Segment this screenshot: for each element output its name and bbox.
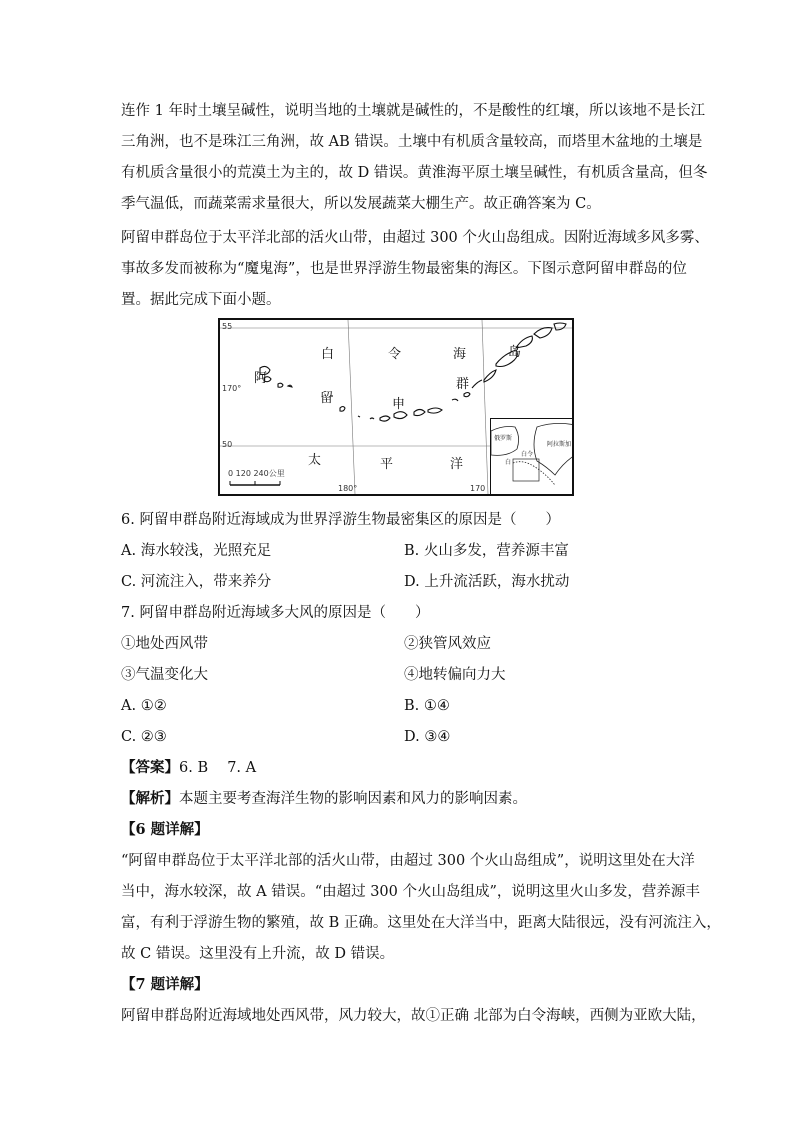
- q7-statement-1: ①地处西风带: [121, 636, 208, 652]
- map-label-qun: 群: [456, 377, 470, 392]
- aleutian-map: [218, 318, 574, 496]
- q7-statement-4: ④地转偏向力大: [404, 667, 506, 683]
- map-label-bai: 白: [321, 347, 335, 362]
- inset-label-bering: 白令: [521, 451, 534, 458]
- map-label-a: 阿: [254, 371, 268, 386]
- q7-statement-3: ③气温变化大: [121, 667, 208, 683]
- lon-label-170w: 170°: [222, 384, 242, 393]
- detail-7-tag: 【7 题详解】: [121, 976, 209, 993]
- map-label-liu: 留: [320, 391, 334, 406]
- question-7-stem: 7. 阿留申群岛附近海域多大风的原因是（ ）: [121, 605, 430, 621]
- analysis-text: 本题主要考查海洋生物的影响因素和风力的影响因素。: [179, 791, 527, 807]
- answer-line: [121, 758, 256, 778]
- text-line: 当中，海水较深，故 A 错误。“由超过 300 个火山岛组成”，说明这里火山多发，营养源丰: [121, 884, 700, 900]
- text-line: 三角洲，也不是珠江三角洲，故 AB 错误。土壤中有机质含量较高，而塔里木盆地的土壤是: [121, 134, 703, 150]
- lat-label-50: 50: [222, 440, 233, 449]
- text-line: “阿留申群岛位于太平洋北部的活火山带，由超过 300 个火山岛组成”，说明这里处在大洋: [121, 853, 695, 869]
- analysis-line: [121, 789, 527, 809]
- inset-label-russia: 俄罗斯: [494, 435, 513, 442]
- q7-option-c: C. ②③: [121, 729, 167, 745]
- text-line: 事故多发而被称为“魔鬼海”，也是世界浮游生物最密集的海区。下图示意阿留申群岛的位: [121, 261, 687, 277]
- map-label-yang: 洋: [450, 457, 464, 472]
- text-line: 季气温低，而蔬菜需求量很大，所以发展蔬菜大棚生产。故正确答案为 C。: [121, 196, 601, 212]
- map-label-ling: 令: [388, 347, 402, 362]
- answer-text: 6. B 7. A: [179, 760, 257, 776]
- map-label-dao: 岛: [508, 345, 522, 360]
- q6-option-d: D. 上升流活跃，海水扰动: [404, 574, 570, 590]
- map-label-ping: 平: [380, 457, 394, 472]
- lon-label-170e: 170: [470, 484, 486, 493]
- map-label-shen: 申: [392, 397, 406, 412]
- inset-label-a: 白: [505, 459, 512, 466]
- q7-option-b: B. ①④: [404, 698, 450, 714]
- map-label-tai: 太: [308, 453, 322, 468]
- text-line: 有机质含量很小的荒漠土为主的，故 D 错误。黄淮海平原土壤呈碱性，有机质含量高，但冬: [121, 165, 708, 181]
- detail-6-tag: 【6 题详解】: [121, 821, 209, 838]
- scale-label: 0 120 240公里: [228, 469, 285, 478]
- q6-option-c: C. 河流注入，带来养分: [121, 574, 272, 590]
- q7-statement-2: ②狭管风效应: [404, 636, 491, 652]
- inset-label-alaska: 阿拉斯加: [547, 441, 572, 448]
- text-line: 富，有利于浮游生物的繁殖，故 B 正确。这里处在大洋当中，距离大陆很远，没有河流注入，: [121, 915, 721, 931]
- lon-label-180: 180°: [338, 484, 358, 493]
- analysis-tag: 【解析】: [121, 790, 179, 807]
- text-line: 故 C 错误。这里没有上升流，故 D 错误。: [121, 946, 395, 962]
- question-6-stem: 6. 阿留申群岛附近海域成为世界浮游生物最密集区的原因是（ ）: [121, 512, 560, 528]
- q6-option-b: B. 火山多发，营养源丰富: [404, 543, 569, 559]
- q6-option-a: A. 海水较浅，光照充足: [121, 543, 272, 559]
- locator-inset-map: [490, 418, 574, 496]
- text-line: 阿留申群岛附近海域地处西风带，风力较大，故①正确 北部为白令海峡，西侧为亚欧大陆，: [121, 1008, 706, 1024]
- lat-label-55: 55: [222, 322, 233, 331]
- q7-option-d: D. ③④: [404, 729, 451, 745]
- map-label-hai: 海: [453, 347, 467, 362]
- text-line: 连作 1 年时土壤呈碱性，说明当地的土壤就是碱性的，不是酸性的红壤，所以该地不是长江: [121, 103, 705, 119]
- answer-tag: 【答案】: [121, 759, 179, 776]
- text-line: 置。据此完成下面小题。: [121, 292, 281, 308]
- q7-option-a: A. ①②: [121, 698, 167, 714]
- text-line: 阿留申群岛位于太平洋北部的活火山带，由超过 300 个火山岛组成。因附近海域多风多雾、: [121, 230, 709, 246]
